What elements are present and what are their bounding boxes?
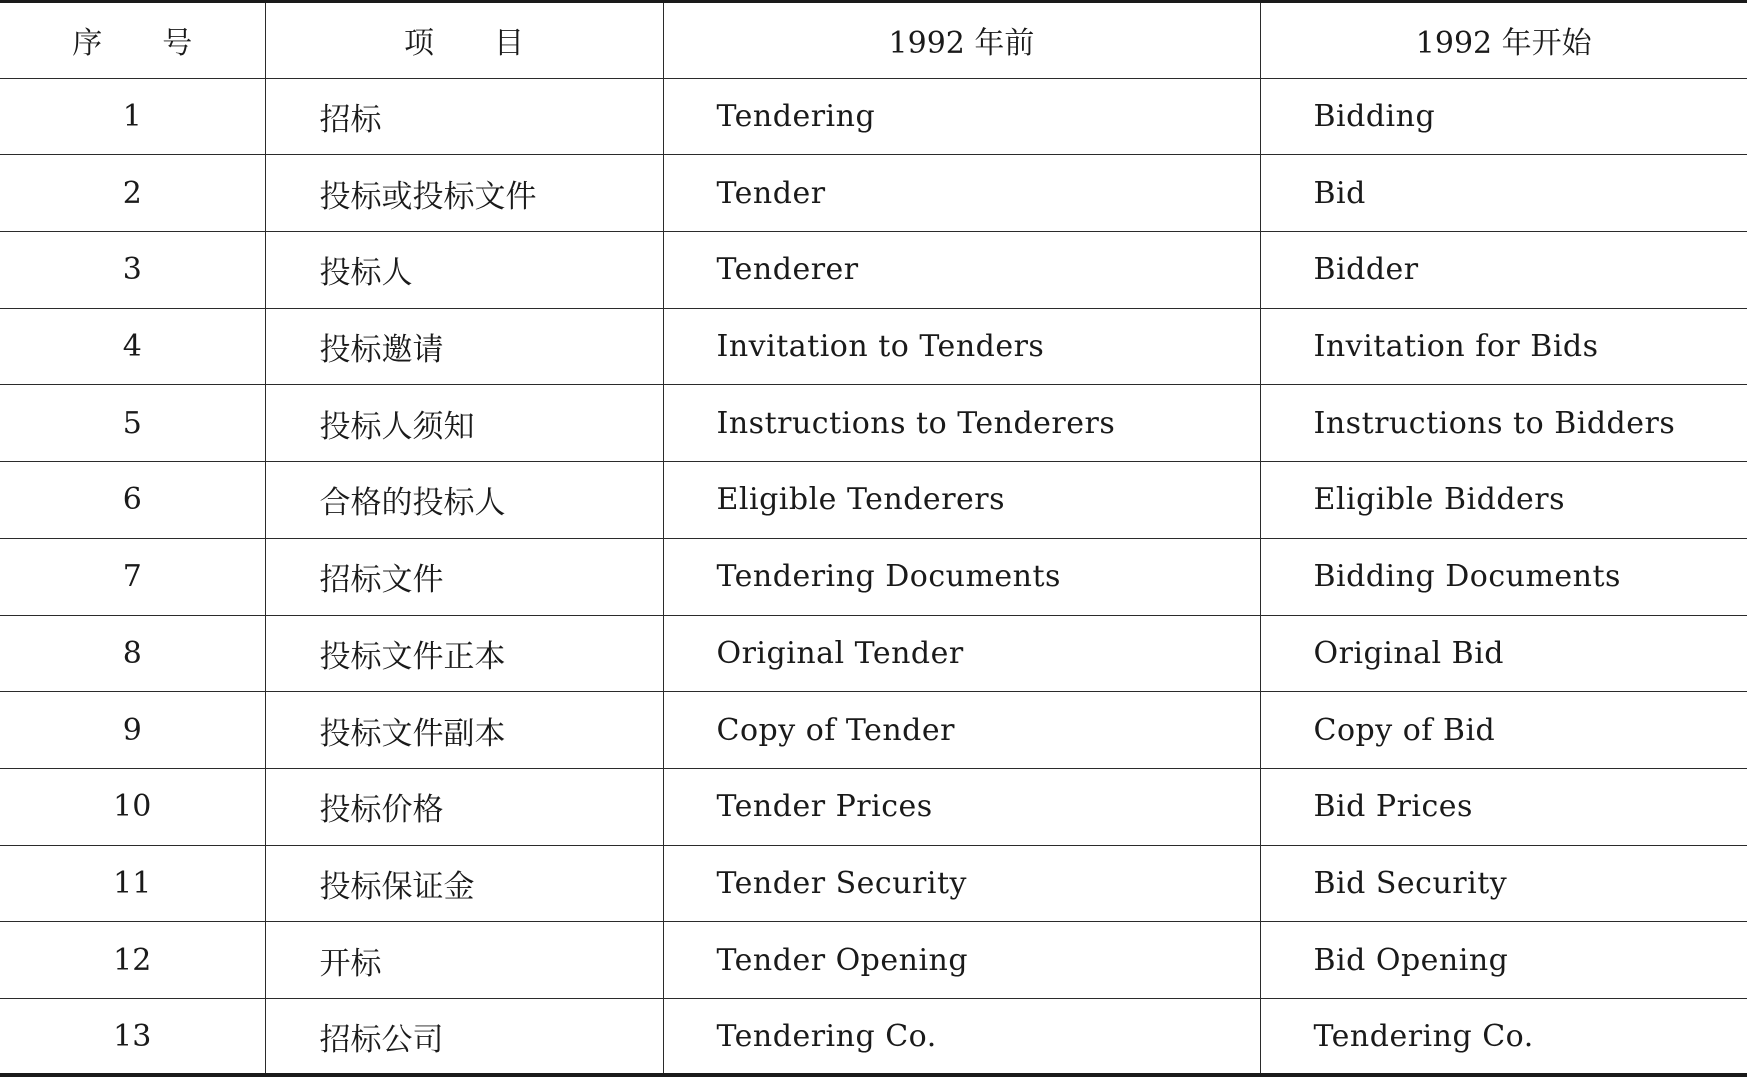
table-row xyxy=(0,692,1747,769)
cell-term-from-1992: Tendering Co. xyxy=(1260,998,1747,1075)
header-item: 项 目 xyxy=(265,2,663,79)
cell-term-before-1992: Tendering Co. xyxy=(663,998,1260,1075)
cell-term-before-1992: Tender Opening xyxy=(663,922,1260,999)
cell-term-from-1992: Bid Prices xyxy=(1260,768,1747,845)
cell-term-from-1992: Bid Opening xyxy=(1260,922,1747,999)
cell-item-chinese: 投标文件正本 xyxy=(265,615,663,692)
cell-term-from-1992: Copy of Bid xyxy=(1260,692,1747,769)
cell-term-from-1992: Invitation for Bids xyxy=(1260,308,1747,385)
cell-item-chinese: 招标 xyxy=(265,78,663,155)
cell-serial-number: 10 xyxy=(0,768,265,845)
cell-serial-number: 2 xyxy=(0,155,265,232)
cell-term-from-1992: Bid xyxy=(1260,155,1747,232)
cell-serial-number: 6 xyxy=(0,462,265,539)
table-row xyxy=(0,308,1747,385)
cell-serial-number: 12 xyxy=(0,922,265,999)
table-row xyxy=(0,538,1747,615)
cell-serial-number: 7 xyxy=(0,538,265,615)
cell-item-chinese: 开标 xyxy=(265,922,663,999)
cell-term-before-1992: Invitation to Tenders xyxy=(663,308,1260,385)
cell-item-chinese: 招标文件 xyxy=(265,538,663,615)
cell-serial-number: 9 xyxy=(0,692,265,769)
cell-term-from-1992: Instructions to Bidders xyxy=(1260,385,1747,462)
cell-serial-number: 13 xyxy=(0,998,265,1075)
cell-term-before-1992: Tender Security xyxy=(663,845,1260,922)
cell-term-before-1992: Instructions to Tenderers xyxy=(663,385,1260,462)
cell-term-before-1992: Tender xyxy=(663,155,1260,232)
cell-term-from-1992: Eligible Bidders xyxy=(1260,462,1747,539)
table-row xyxy=(0,385,1747,462)
cell-item-chinese: 投标保证金 xyxy=(265,845,663,922)
cell-term-from-1992: Bidder xyxy=(1260,232,1747,309)
cell-term-from-1992: Bidding Documents xyxy=(1260,538,1747,615)
header-from-1992: 1992 年开始 xyxy=(1260,2,1747,79)
table-row xyxy=(0,462,1747,539)
cell-item-chinese: 投标或投标文件 xyxy=(265,155,663,232)
cell-term-before-1992: Tender Prices xyxy=(663,768,1260,845)
table-header-row xyxy=(0,2,1747,79)
cell-item-chinese: 投标人 xyxy=(265,232,663,309)
cell-serial-number: 3 xyxy=(0,232,265,309)
cell-term-before-1992: Tendering Documents xyxy=(663,538,1260,615)
cell-term-from-1992: Bidding xyxy=(1260,78,1747,155)
table-row xyxy=(0,922,1747,999)
cell-serial-number: 5 xyxy=(0,385,265,462)
cell-serial-number: 11 xyxy=(0,845,265,922)
cell-item-chinese: 合格的投标人 xyxy=(265,462,663,539)
cell-item-chinese: 投标邀请 xyxy=(265,308,663,385)
cell-item-chinese: 投标文件副本 xyxy=(265,692,663,769)
cell-term-before-1992: Original Tender xyxy=(663,615,1260,692)
cell-term-from-1992: Original Bid xyxy=(1260,615,1747,692)
cell-term-before-1992: Tenderer xyxy=(663,232,1260,309)
cell-term-from-1992: Bid Security xyxy=(1260,845,1747,922)
cell-item-chinese: 投标人须知 xyxy=(265,385,663,462)
table-row xyxy=(0,845,1747,922)
table-row xyxy=(0,232,1747,309)
cell-serial-number: 8 xyxy=(0,615,265,692)
header-serial-number: 序 号 xyxy=(0,2,265,79)
cell-item-chinese: 招标公司 xyxy=(265,998,663,1075)
table-body xyxy=(0,78,1747,1075)
header-before-1992: 1992 年前 xyxy=(663,2,1260,79)
cell-item-chinese: 投标价格 xyxy=(265,768,663,845)
table-row xyxy=(0,155,1747,232)
table-row xyxy=(0,78,1747,155)
cell-serial-number: 4 xyxy=(0,308,265,385)
cell-serial-number: 1 xyxy=(0,78,265,155)
cell-term-before-1992: Eligible Tenderers xyxy=(663,462,1260,539)
table-row xyxy=(0,998,1747,1075)
cell-term-before-1992: Tendering xyxy=(663,78,1260,155)
table-row xyxy=(0,768,1747,845)
cell-term-before-1992: Copy of Tender xyxy=(663,692,1260,769)
table-row xyxy=(0,615,1747,692)
